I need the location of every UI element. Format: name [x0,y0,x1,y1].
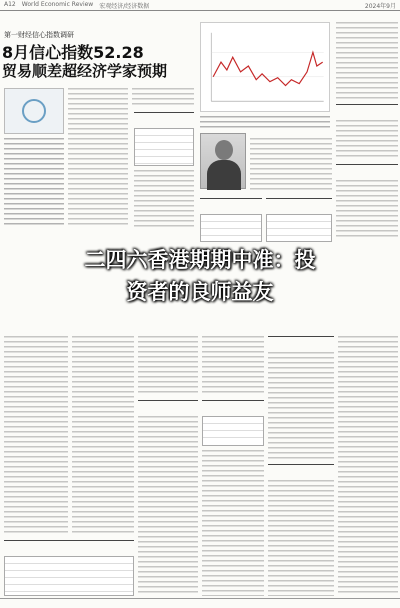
section-header-lower-5 [268,336,334,350]
section-header-lower-5b [268,464,334,478]
right-column-mid [336,120,398,160]
mid-data-table [134,128,194,166]
portrait-head [215,140,233,160]
trend-line-chart [200,22,330,112]
lower-column-3-body [138,416,198,596]
section-header-lower-mid [138,400,198,414]
trend-chart-svg [201,23,329,111]
table-a [200,214,262,242]
overlay-title-line-2: 资者的良师益友 [126,280,274,304]
trend-series-line [213,52,323,85]
column-2-top [68,88,128,228]
lower-column-2 [72,336,134,536]
right-column-top [336,22,398,102]
left-column-top [4,138,64,228]
overlay-banner [0,244,400,334]
institution-logo [4,88,64,134]
section-header-table-a [200,198,262,212]
section-header-mid [134,112,194,126]
headline-line-1: 8月信心指数52.28 [2,43,144,62]
section-header-bottom-table [4,540,134,554]
masthead [0,0,400,11]
lower-column-4-body [202,450,264,596]
page-footer [0,598,400,608]
lower-column-1 [4,336,68,536]
page-number: A12 [4,0,16,8]
issue-date: 2024年9月 [364,2,396,10]
lower-column-5b [268,480,334,596]
lower-column-6 [338,336,398,596]
paper-name: World Economic Review [21,0,94,8]
column-3-body [134,170,194,228]
table-b [266,214,332,242]
section-header-right-2 [336,164,398,178]
lower-column-4-top [202,336,264,396]
overlay-title-line-1: 二四六香港期期中准：投 [84,248,316,272]
article-kicker: 第一财经信心指数调研 [4,31,74,39]
section-header-right-1 [336,104,398,118]
section-label: 宏观经济/经济数据 [99,2,150,10]
table-c [202,416,264,446]
expert-portrait [200,133,246,189]
chart-caption [200,116,330,130]
bottom-data-table [4,556,134,596]
section-header-table-b [266,198,332,212]
portrait-body [207,160,241,190]
lower-column-3-top [138,336,198,396]
right-column-lower [336,180,398,240]
logo-mark [22,99,46,123]
headline-line-2: 贸易顺差超经济学家预期 [2,62,168,80]
quote-column [250,138,332,193]
column-3-intro [132,88,194,108]
lower-column-5 [268,352,334,460]
section-header-lower-4 [202,400,264,414]
